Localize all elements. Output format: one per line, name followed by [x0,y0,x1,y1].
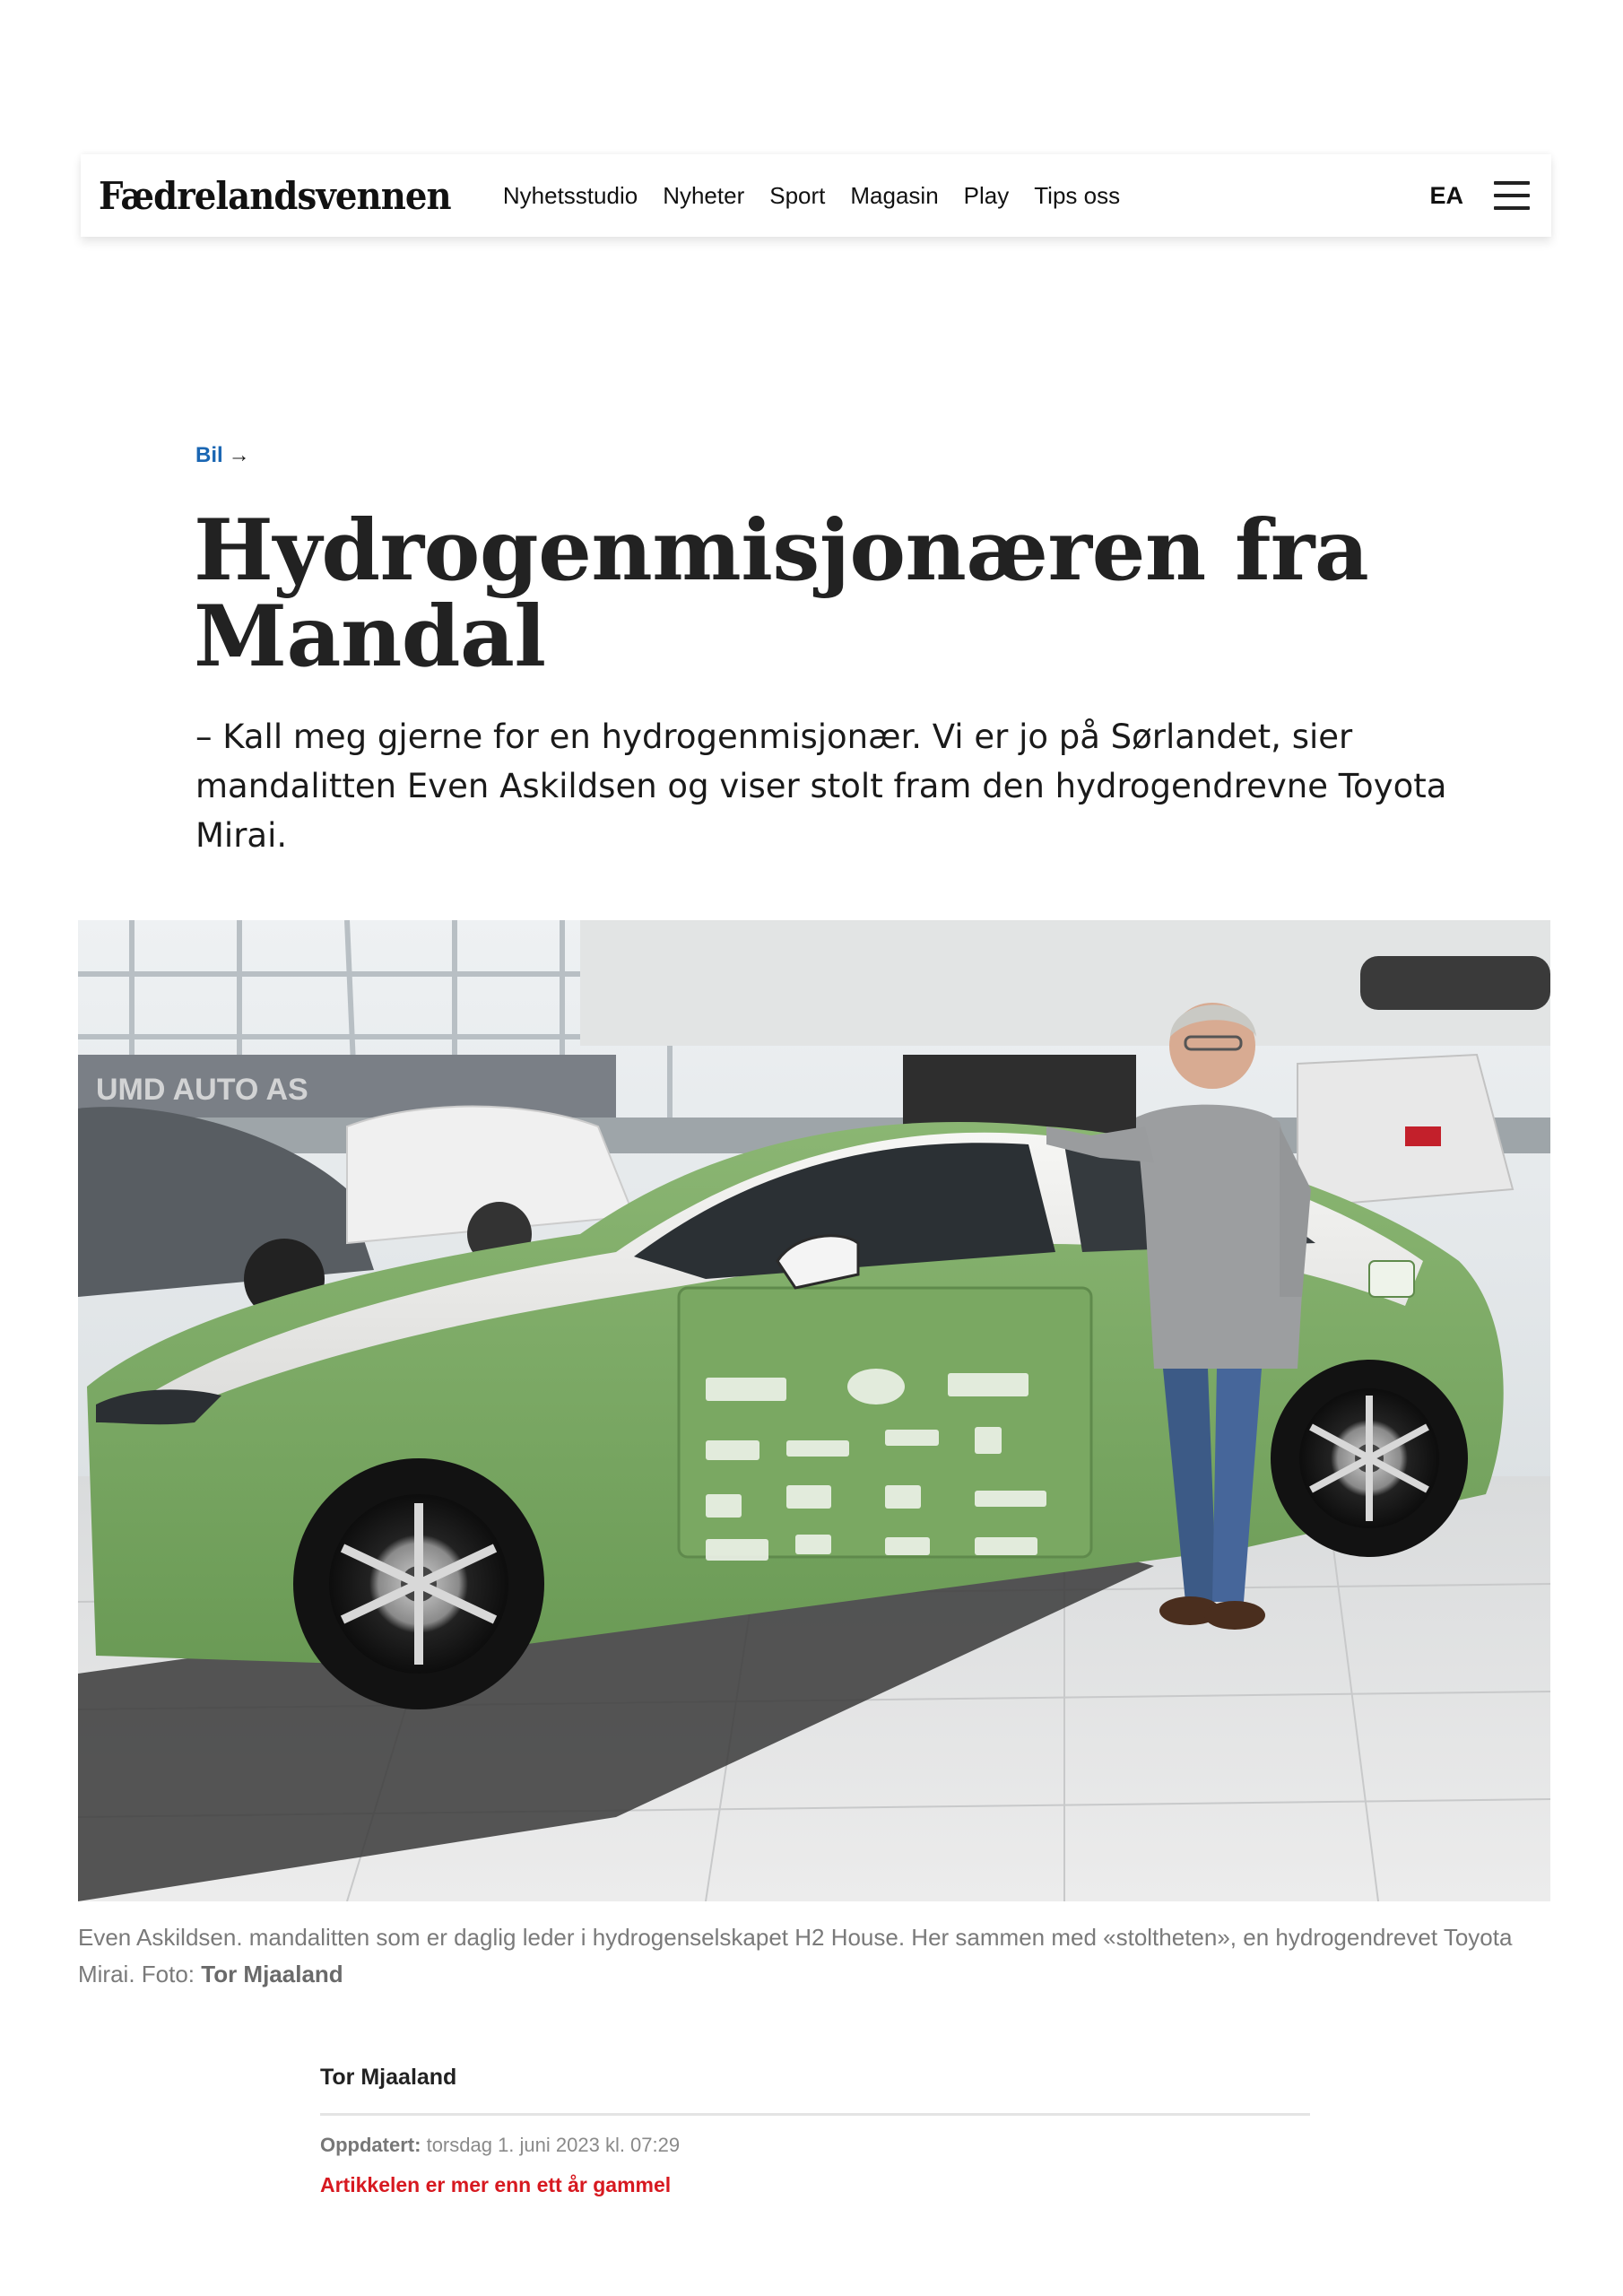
van-tail-light [1405,1126,1441,1146]
photo-caption [78,1919,1549,1993]
main-nav [503,182,1120,210]
article-title: Hydrogenmisjonæren fra Mandal [194,501,1369,686]
article-byline [320,2065,1310,2197]
nav-item-nyhetsstudio[interactable]: Nyhetsstudio [502,181,638,209]
article-lead: – Kall meg gjerne for en hydrogenmisjonær. Vi er jo på Sørlandet, sier mandalitten Even Askildsen og viser stolt fram den hydrogendrevne Toyota Mirai. [195,718,1447,855]
section-label: Bil [195,443,223,467]
article-age-warning: Artikkelen er mer enn ett år gammel [320,2173,672,2196]
site-logo[interactable]: Fædrelandsvennen [99,173,451,218]
updated-value: torsdag 1. juni 2023 kl. 07:29 [426,2134,681,2156]
section-link-bil[interactable] [195,443,250,468]
header-actions [1429,181,1533,210]
rear-wheel [1271,1360,1468,1557]
menu-bar [1494,181,1530,185]
nav-item-nyheter[interactable]: Nyheter [663,181,745,209]
author-name[interactable]: Tor Mjaaland [320,2065,457,2090]
nav-item-play[interactable]: Play [963,181,1010,209]
nav-item-magasin[interactable]: Magasin [850,181,939,209]
hamburger-menu-icon[interactable] [1494,181,1530,210]
nav-item-tips-oss[interactable]: Tips oss [1034,181,1121,209]
photo-credit: Tor Mjaaland [201,1961,343,1987]
byline-divider [320,2113,1310,2116]
nav-item-sport[interactable]: Sport [769,181,826,209]
arrow-right-icon: → [228,443,250,467]
caption-text: Even Askildsen. mandalitten som er daglig leder i hydrogenselskapet H2 House. Her sammen med «stoltheten», en hydrogendrevet Toyota Mirai. Foto: [78,1924,1513,1987]
showroom-sign: UMD AUTO AS [96,1073,308,1107]
ceiling-light [1360,956,1550,1010]
updated-label: Oppdatert: [320,2134,421,2156]
updated-timestamp [320,2134,1310,2157]
site-header [81,154,1551,237]
user-profile-button[interactable]: EA [1429,181,1463,209]
menu-bar [1494,206,1530,210]
front-wheel [293,1458,544,1709]
article-photo[interactable] [78,920,1550,1901]
menu-bar [1494,194,1530,197]
h2-badge [1369,1261,1414,1297]
